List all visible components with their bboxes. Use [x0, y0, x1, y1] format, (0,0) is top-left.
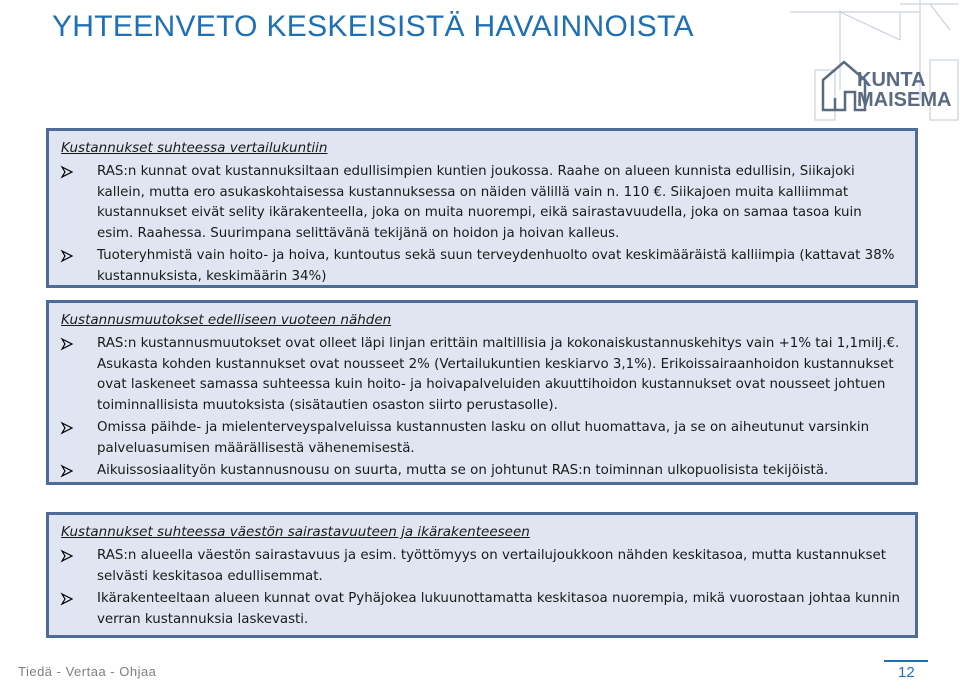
bullet-text: Omissa päihde- ja mielenterveyspalveluissa kustannusten lasku on ollut huomattava, ja se on aiheutunut varsinkin palveluasumisen määrällisestä vähenemisestä. — [97, 420, 870, 456]
bullet-item — [61, 246, 901, 287]
arrow-bullet-icon — [61, 250, 73, 262]
page-title: YHTEENVETO KESKEISISTÄ HAVAINNOISTA — [52, 10, 694, 43]
page-number: 12 — [898, 664, 915, 681]
bullet-text: Aikuissosiaalityön kustannusnousu on suurta, mutta se on johtunut RAS:n toiminnan ulkopuolisista tekijöistä. — [97, 463, 829, 478]
bullet-item — [61, 418, 901, 459]
footer-tagline: Tiedä - Vertaa - Ohjaa — [18, 664, 157, 679]
kuntamaisema-logo — [815, 40, 952, 120]
section-sairastavuus — [46, 512, 918, 638]
arrow-bullet-icon — [61, 593, 73, 605]
bullet-item — [61, 334, 901, 416]
bullet-text: Tuoteryhmistä vain hoito- ja hoiva, kuntoutus sekä suun terveydenhuolto ovat keskimääräistä kalliimpia (kattavat 38% kustannuksista, keskimäärin 34%) — [97, 248, 895, 284]
svg-text:KUNTA: KUNTA — [857, 69, 926, 91]
svg-text:MAISEMA: MAISEMA — [857, 89, 952, 111]
bullet-item — [61, 546, 901, 587]
section-title: Kustannukset suhteessa väestön sairastavuuteen ja ikärakenteeseen — [61, 524, 530, 540]
arrow-bullet-icon — [61, 550, 73, 562]
bullet-item — [61, 461, 901, 482]
bullet-item — [61, 589, 901, 630]
arrow-bullet-icon — [61, 465, 73, 477]
bullet-item — [61, 162, 901, 244]
bullet-text: RAS:n kunnat ovat kustannuksiltaan edullisimpien kuntien joukossa. Raahe on alueen kunnista edullisin, Siikajoki kallein, mutta ero asukaskohtaisessa kustannuksessa on näiden välillä vain n. 110 €. Siikajoen muita kalliimmat kustannukset eivät selity ikärakenteella, joka on muita nuorempi, eikä sairastavuudella, joka on samaa tasoa kuin esim. Raahessa. Suurimpana selittävänä tekijänä on hoidon ja hoivan kalleus. — [97, 164, 862, 241]
section-kustannusmuutokset — [46, 300, 918, 485]
arrow-bullet-icon — [61, 338, 73, 350]
bullet-text: RAS:n alueella väestön sairastavuus ja esim. työttömyys on vertailujoukkoon nähden keskitasoa, mutta kustannukset selvästi keskitasoa edullisemmat. — [97, 548, 886, 584]
arrow-bullet-icon — [61, 166, 73, 178]
page-number-rule — [884, 660, 928, 662]
section-title: Kustannukset suhteessa vertailukuntiin — [61, 140, 328, 156]
section-title: Kustannusmuutokset edelliseen vuoteen nähden — [61, 312, 392, 328]
bullet-text: Ikärakenteeltaan alueen kunnat ovat Pyhäjokea lukuunottamatta keskitasoa nuorempia, mikä vuorostaan johtaa kunnin verran kustannuksia laskevasti. — [97, 591, 901, 627]
arrow-bullet-icon — [61, 422, 73, 434]
bullet-text: RAS:n kustannusmuutokset ovat olleet läpi linjan erittäin maltillisia ja kokonaiskustannuskehitys vain +1% tai 1,1milj.€. Asukasta kohden kustannukset ovat nousseet 2% (Vertailukuntien keskiarvo 3,1%). Erikoissairaanhoidon kustannukset ovat laskeneet samassa suhteessa kuin hoito- ja hoivapalveluiden akuuttihoidon kustannukset ovat nousseet johtuen toiminnallisista muutoksista (sisätautien osaston siirto perustasolle). — [97, 336, 900, 413]
section-vertailukunnat — [46, 128, 918, 288]
